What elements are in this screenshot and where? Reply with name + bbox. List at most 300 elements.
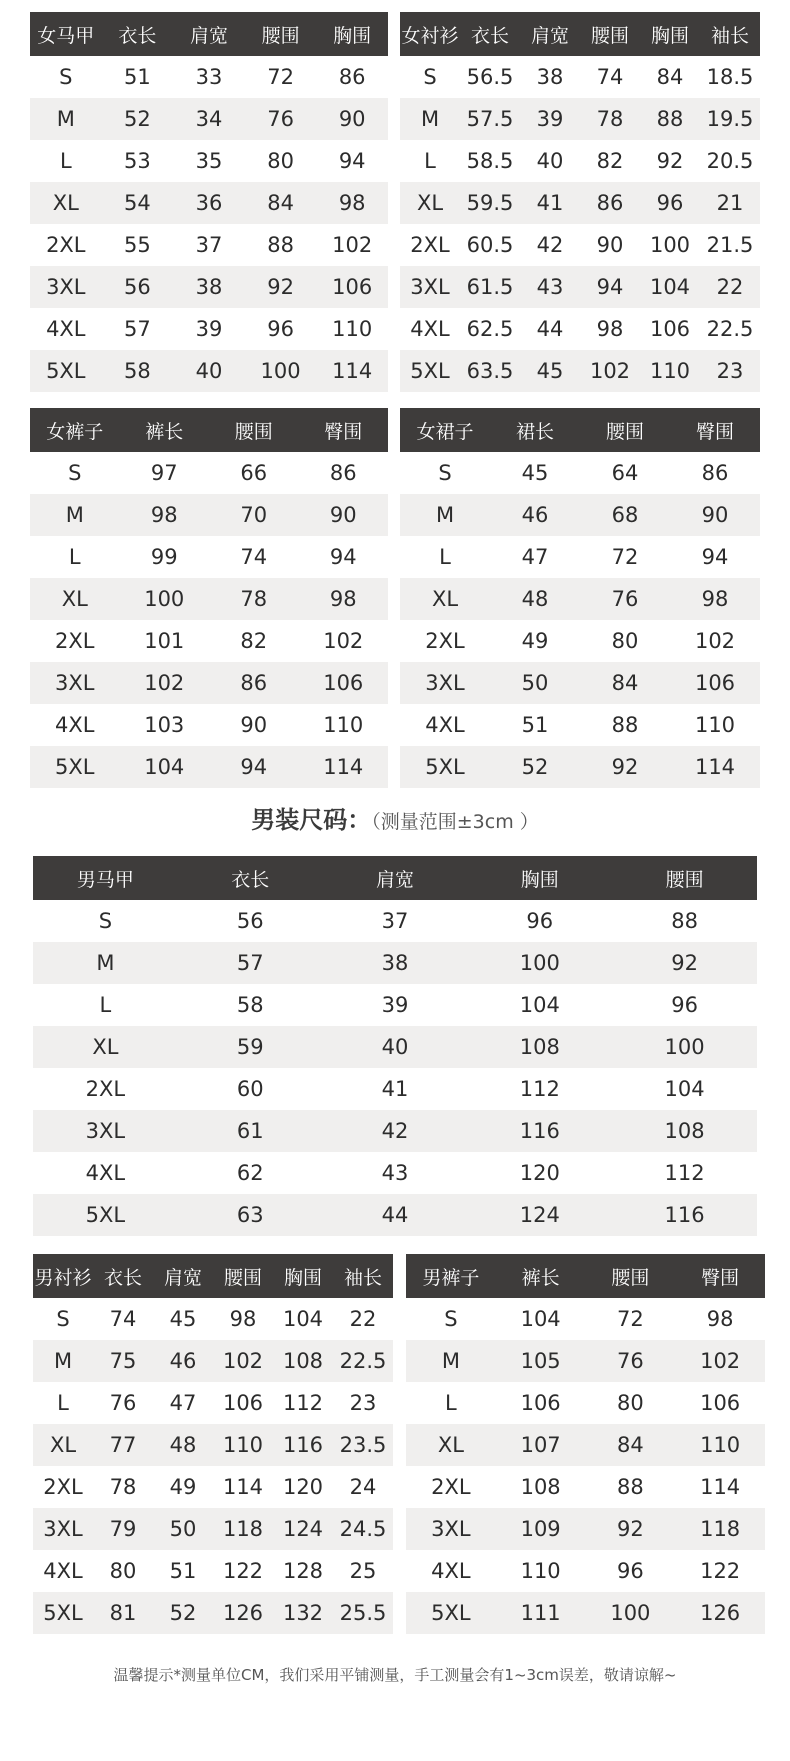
size-label-cell: L [400, 536, 490, 578]
measurement-cell: 108 [612, 1110, 757, 1152]
measurement-cell: 76 [586, 1340, 676, 1382]
measurement-cell: 55 [102, 224, 174, 266]
measurement-cell: 126 [675, 1592, 765, 1634]
table-row [406, 1592, 765, 1634]
column-header: 臀围 [670, 408, 760, 452]
measurement-cell: 80 [245, 140, 317, 182]
measurement-cell: 19.5 [700, 98, 760, 140]
size-label-cell: 4XL [33, 1550, 93, 1592]
table-row [400, 746, 760, 788]
measurement-cell: 79 [93, 1508, 153, 1550]
size-label-cell: 4XL [400, 704, 490, 746]
measurement-cell: 110 [675, 1424, 765, 1466]
table-row [30, 140, 388, 182]
column-header: 腰围 [209, 408, 299, 452]
table-row [400, 620, 760, 662]
size-table [406, 1254, 765, 1634]
size-label-cell: XL [30, 182, 102, 224]
measurement-cell: 20.5 [700, 140, 760, 182]
measurement-cell: 51 [490, 704, 580, 746]
measurement-cell: 44 [323, 1194, 468, 1236]
measurement-cell: 74 [93, 1298, 153, 1340]
measurement-cell: 98 [580, 308, 640, 350]
measurement-cell: 104 [612, 1068, 757, 1110]
measurement-cell: 108 [467, 1026, 612, 1068]
size-label-cell: 4XL [406, 1550, 496, 1592]
column-header: 胸围 [640, 12, 700, 56]
measurement-cell: 102 [120, 662, 210, 704]
measurement-cell: 25 [333, 1550, 393, 1592]
men-size-title: 男装尺码： [251, 806, 372, 834]
measurement-cell: 102 [580, 350, 640, 392]
measurement-cell: 82 [580, 140, 640, 182]
measurement-cell: 78 [93, 1466, 153, 1508]
measurement-cell: 46 [153, 1340, 213, 1382]
table-row [30, 704, 388, 746]
measurement-cell: 122 [675, 1550, 765, 1592]
measurement-cell: 90 [670, 494, 760, 536]
table-row [33, 1152, 757, 1194]
table-row [400, 662, 760, 704]
measurement-cell: 116 [612, 1194, 757, 1236]
measurement-cell: 88 [245, 224, 317, 266]
measurement-cell: 98 [299, 578, 389, 620]
measurement-cell: 114 [213, 1466, 273, 1508]
size-label-cell: 3XL [30, 662, 120, 704]
table-title-cell: 男裤子 [406, 1254, 496, 1298]
size-label-cell: XL [33, 1026, 178, 1068]
size-label-cell: 4XL [400, 308, 460, 350]
measurement-cell: 84 [640, 56, 700, 98]
measurement-cell: 102 [316, 224, 388, 266]
table-row [30, 662, 388, 704]
measurement-cell: 104 [467, 984, 612, 1026]
size-label-cell: S [33, 1298, 93, 1340]
measurement-cell: 94 [209, 746, 299, 788]
measurement-cell: 96 [612, 984, 757, 1026]
measurement-cell: 66 [209, 452, 299, 494]
measurement-cell: 74 [580, 56, 640, 98]
table-title-cell: 女衬衫 [400, 12, 460, 56]
measurement-cell: 86 [670, 452, 760, 494]
table-header-row [30, 408, 388, 452]
table-row [30, 494, 388, 536]
measurement-cell: 114 [675, 1466, 765, 1508]
column-header: 胸围 [316, 12, 388, 56]
size-label-cell: S [406, 1298, 496, 1340]
measurement-cell: 98 [670, 578, 760, 620]
measurement-cell: 43 [323, 1152, 468, 1194]
column-header: 袖长 [333, 1254, 393, 1298]
measurement-cell: 78 [580, 98, 640, 140]
column-header: 袖长 [700, 12, 760, 56]
measurement-cell: 61.5 [460, 266, 520, 308]
measurement-cell: 24.5 [333, 1508, 393, 1550]
men-shirt-table [33, 1254, 393, 1634]
measurement-cell: 34 [173, 98, 245, 140]
measurement-cell: 128 [273, 1550, 333, 1592]
measurement-cell: 96 [467, 900, 612, 942]
measurement-cell: 101 [120, 620, 210, 662]
table-header-row [33, 856, 757, 900]
measurement-cell: 96 [245, 308, 317, 350]
measurement-cell: 108 [496, 1466, 586, 1508]
column-header: 腰围 [586, 1254, 676, 1298]
table-row [400, 56, 760, 98]
measurement-cell: 38 [173, 266, 245, 308]
size-label-cell: M [400, 494, 490, 536]
measurement-cell: 21.5 [700, 224, 760, 266]
column-header: 肩宽 [520, 12, 580, 56]
measurement-cell: 100 [467, 942, 612, 984]
measurement-cell: 72 [245, 56, 317, 98]
measurement-cell: 52 [153, 1592, 213, 1634]
size-label-cell: M [400, 98, 460, 140]
measurement-cell: 84 [586, 1424, 676, 1466]
table-row [406, 1466, 765, 1508]
table-row [400, 140, 760, 182]
table-row [400, 308, 760, 350]
measurement-cell: 40 [173, 350, 245, 392]
size-label-cell: S [30, 56, 102, 98]
table-row [406, 1298, 765, 1340]
measurement-cell: 21 [700, 182, 760, 224]
measurement-cell: 63.5 [460, 350, 520, 392]
measurement-cell: 33 [173, 56, 245, 98]
measurement-cell: 51 [102, 56, 174, 98]
table-row [30, 266, 388, 308]
measurement-cell: 105 [496, 1340, 586, 1382]
column-header: 裤长 [120, 408, 210, 452]
measurement-cell: 38 [323, 942, 468, 984]
table-header-row [406, 1254, 765, 1298]
measurement-cell: 40 [520, 140, 580, 182]
measurement-cell: 22.5 [333, 1340, 393, 1382]
table-title-cell: 女裤子 [30, 408, 120, 452]
measurement-cell: 104 [496, 1298, 586, 1340]
measurement-cell: 57.5 [460, 98, 520, 140]
measurement-cell: 88 [612, 900, 757, 942]
measurement-cell: 106 [213, 1382, 273, 1424]
measurement-cell: 44 [520, 308, 580, 350]
measurement-cell: 68 [580, 494, 670, 536]
column-header: 腰围 [213, 1254, 273, 1298]
size-label-cell: 2XL [400, 620, 490, 662]
size-label-cell: S [33, 900, 178, 942]
women-pants-table [30, 408, 388, 788]
size-table [30, 12, 388, 392]
measurement-cell: 45 [520, 350, 580, 392]
measurement-cell: 86 [299, 452, 389, 494]
men-size-heading [0, 800, 790, 835]
measurement-cell: 63 [178, 1194, 323, 1236]
measurement-cell: 100 [640, 224, 700, 266]
measurement-cell: 47 [490, 536, 580, 578]
table-row [406, 1382, 765, 1424]
size-label-cell: 2XL [30, 620, 120, 662]
column-header: 腰围 [580, 12, 640, 56]
size-label-cell: M [33, 942, 178, 984]
measurement-cell: 106 [640, 308, 700, 350]
measurement-cell: 57 [102, 308, 174, 350]
size-label-cell: XL [30, 578, 120, 620]
measurement-cell: 106 [299, 662, 389, 704]
table-row [33, 1194, 757, 1236]
measurement-cell: 104 [120, 746, 210, 788]
measurement-cell: 100 [245, 350, 317, 392]
size-label-cell: 2XL [406, 1466, 496, 1508]
column-header: 裤长 [496, 1254, 586, 1298]
table-header-row [30, 12, 388, 56]
table-row [406, 1508, 765, 1550]
size-label-cell: 2XL [33, 1466, 93, 1508]
table-row [406, 1550, 765, 1592]
table-title-cell: 男衬衫 [33, 1254, 93, 1298]
size-label-cell: 3XL [400, 662, 490, 704]
table-row [406, 1424, 765, 1466]
size-label-cell: M [33, 1340, 93, 1382]
column-header: 腰围 [612, 856, 757, 900]
table-row [400, 494, 760, 536]
measurement-cell: 126 [213, 1592, 273, 1634]
column-header: 裙长 [490, 408, 580, 452]
measurement-cell: 110 [299, 704, 389, 746]
size-label-cell: M [30, 98, 102, 140]
measurement-note: 温馨提示*测量单位CM，我们采用平铺测量，手工测量会有1~3cm误差，敬请谅解~ [113, 1666, 677, 1684]
measurement-cell: 100 [586, 1592, 676, 1634]
measurement-cell: 82 [209, 620, 299, 662]
men-size-note: （测量范围±3cm ） [371, 811, 539, 833]
measurement-cell: 94 [299, 536, 389, 578]
size-label-cell: 3XL [33, 1110, 178, 1152]
measurement-cell: 92 [612, 942, 757, 984]
measurement-cell: 23 [700, 350, 760, 392]
table-row [30, 350, 388, 392]
column-header: 衣长 [178, 856, 323, 900]
measurement-cell: 106 [316, 266, 388, 308]
measurement-cell: 23 [333, 1382, 393, 1424]
measurement-cell: 102 [299, 620, 389, 662]
measurement-cell: 50 [153, 1508, 213, 1550]
measurement-cell: 92 [580, 746, 670, 788]
measurement-cell: 118 [675, 1508, 765, 1550]
column-header: 肩宽 [153, 1254, 213, 1298]
measurement-cell: 111 [496, 1592, 586, 1634]
measurement-cell: 72 [586, 1298, 676, 1340]
measurement-cell: 81 [93, 1592, 153, 1634]
measurement-cell: 107 [496, 1424, 586, 1466]
column-header: 衣长 [460, 12, 520, 56]
table-row [400, 578, 760, 620]
table-row [400, 704, 760, 746]
measurement-cell: 92 [245, 266, 317, 308]
measurement-cell: 86 [316, 56, 388, 98]
size-label-cell: L [30, 536, 120, 578]
size-label-cell: S [400, 56, 460, 98]
table-row [33, 1382, 393, 1424]
measurement-cell: 38 [520, 56, 580, 98]
size-label-cell: XL [406, 1424, 496, 1466]
size-label-cell: XL [400, 578, 490, 620]
measurement-cell: 84 [245, 182, 317, 224]
measurement-cell: 110 [670, 704, 760, 746]
measurement-cell: 48 [153, 1424, 213, 1466]
size-label-cell: 5XL [33, 1194, 178, 1236]
measurement-cell: 72 [580, 536, 670, 578]
size-label-cell: XL [400, 182, 460, 224]
size-label-cell: L [400, 140, 460, 182]
measurement-cell: 124 [273, 1508, 333, 1550]
measurement-cell: 94 [580, 266, 640, 308]
table-row [30, 308, 388, 350]
measurement-cell: 102 [675, 1340, 765, 1382]
size-label-cell: S [30, 452, 120, 494]
measurement-cell: 39 [520, 98, 580, 140]
table-row [400, 536, 760, 578]
measurement-cell: 124 [467, 1194, 612, 1236]
measurement-cell: 76 [580, 578, 670, 620]
measurement-cell: 62 [178, 1152, 323, 1194]
table-row [33, 900, 757, 942]
measurement-cell: 108 [273, 1340, 333, 1382]
column-header: 腰围 [245, 12, 317, 56]
measurement-cell: 132 [273, 1592, 333, 1634]
measurement-cell: 98 [120, 494, 210, 536]
measurement-cell: 112 [612, 1152, 757, 1194]
size-label-cell: 5XL [406, 1592, 496, 1634]
table-row [400, 182, 760, 224]
table-row [30, 746, 388, 788]
measurement-cell: 59.5 [460, 182, 520, 224]
measurement-cell: 56 [102, 266, 174, 308]
table-row [30, 182, 388, 224]
measurement-cell: 39 [323, 984, 468, 1026]
measurement-cell: 56 [178, 900, 323, 942]
size-label-cell: 3XL [30, 266, 102, 308]
measurement-cell: 88 [580, 704, 670, 746]
size-label-cell: 5XL [30, 746, 120, 788]
table-row [30, 620, 388, 662]
table-row [33, 1424, 393, 1466]
size-label-cell: XL [33, 1424, 93, 1466]
column-header: 衣长 [102, 12, 174, 56]
measurement-cell: 114 [299, 746, 389, 788]
measurement-cell: 22 [333, 1298, 393, 1340]
measurement-cell: 41 [323, 1068, 468, 1110]
size-table [400, 12, 760, 392]
measurement-cell: 104 [273, 1298, 333, 1340]
women-shirt-table [400, 12, 760, 392]
measurement-cell: 106 [675, 1382, 765, 1424]
measurement-cell: 24 [333, 1466, 393, 1508]
measurement-cell: 102 [670, 620, 760, 662]
table-row [400, 266, 760, 308]
measurement-cell: 37 [173, 224, 245, 266]
table-row [33, 1466, 393, 1508]
measurement-cell: 122 [213, 1550, 273, 1592]
measurement-cell: 92 [640, 140, 700, 182]
measurement-cell: 58 [178, 984, 323, 1026]
size-label-cell: 4XL [33, 1152, 178, 1194]
measurement-cell: 97 [120, 452, 210, 494]
size-label-cell: 2XL [400, 224, 460, 266]
size-label-cell: M [406, 1340, 496, 1382]
measurement-cell: 59 [178, 1026, 323, 1068]
men-vest-table [33, 856, 757, 1236]
measurement-cell: 47 [153, 1382, 213, 1424]
measurement-cell: 92 [586, 1508, 676, 1550]
measurement-cell: 99 [120, 536, 210, 578]
measurement-cell: 116 [273, 1424, 333, 1466]
measurement-cell: 52 [102, 98, 174, 140]
measurement-cell: 46 [490, 494, 580, 536]
measurement-cell: 94 [670, 536, 760, 578]
measurement-cell: 51 [153, 1550, 213, 1592]
measurement-cell: 116 [467, 1110, 612, 1152]
measurement-cell: 42 [323, 1110, 468, 1152]
measurement-cell: 39 [173, 308, 245, 350]
measurement-cell: 112 [467, 1068, 612, 1110]
measurement-cell: 80 [580, 620, 670, 662]
measurement-cell: 77 [93, 1424, 153, 1466]
table-row [33, 1508, 393, 1550]
table-title-cell: 女裙子 [400, 408, 490, 452]
measurement-cell: 45 [490, 452, 580, 494]
measurement-cell: 75 [93, 1340, 153, 1382]
measurement-cell: 84 [580, 662, 670, 704]
table-header-row [33, 1254, 393, 1298]
measurement-cell: 112 [273, 1382, 333, 1424]
measurement-cell: 90 [316, 98, 388, 140]
table-row [33, 942, 757, 984]
size-label-cell: L [30, 140, 102, 182]
measurement-cell: 120 [273, 1466, 333, 1508]
measurement-cell: 102 [213, 1340, 273, 1382]
size-label-cell: L [406, 1382, 496, 1424]
measurement-cell: 40 [323, 1026, 468, 1068]
measurement-cell: 98 [316, 182, 388, 224]
column-header: 胸围 [273, 1254, 333, 1298]
size-table [400, 408, 760, 788]
measurement-cell: 62.5 [460, 308, 520, 350]
table-row [30, 98, 388, 140]
size-label-cell: 3XL [406, 1508, 496, 1550]
column-header: 臀围 [675, 1254, 765, 1298]
size-label-cell: 5XL [30, 350, 102, 392]
measurement-cell: 23.5 [333, 1424, 393, 1466]
measurement-cell: 48 [490, 578, 580, 620]
measurement-cell: 90 [209, 704, 299, 746]
column-header: 腰围 [580, 408, 670, 452]
table-row [33, 1550, 393, 1592]
table-title-cell: 女马甲 [30, 12, 102, 56]
size-label-cell: 5XL [33, 1592, 93, 1634]
measurement-cell: 56.5 [460, 56, 520, 98]
measurement-cell: 60 [178, 1068, 323, 1110]
table-row [30, 56, 388, 98]
table-row [33, 1592, 393, 1634]
table-row [406, 1340, 765, 1382]
size-table [33, 856, 757, 1236]
measurement-cell: 43 [520, 266, 580, 308]
measurement-cell: 45 [153, 1298, 213, 1340]
size-label-cell: L [33, 984, 178, 1026]
measurement-cell: 41 [520, 182, 580, 224]
measurement-cell: 58 [102, 350, 174, 392]
table-row [400, 224, 760, 266]
table-header-row [400, 408, 760, 452]
size-label-cell: 2XL [30, 224, 102, 266]
